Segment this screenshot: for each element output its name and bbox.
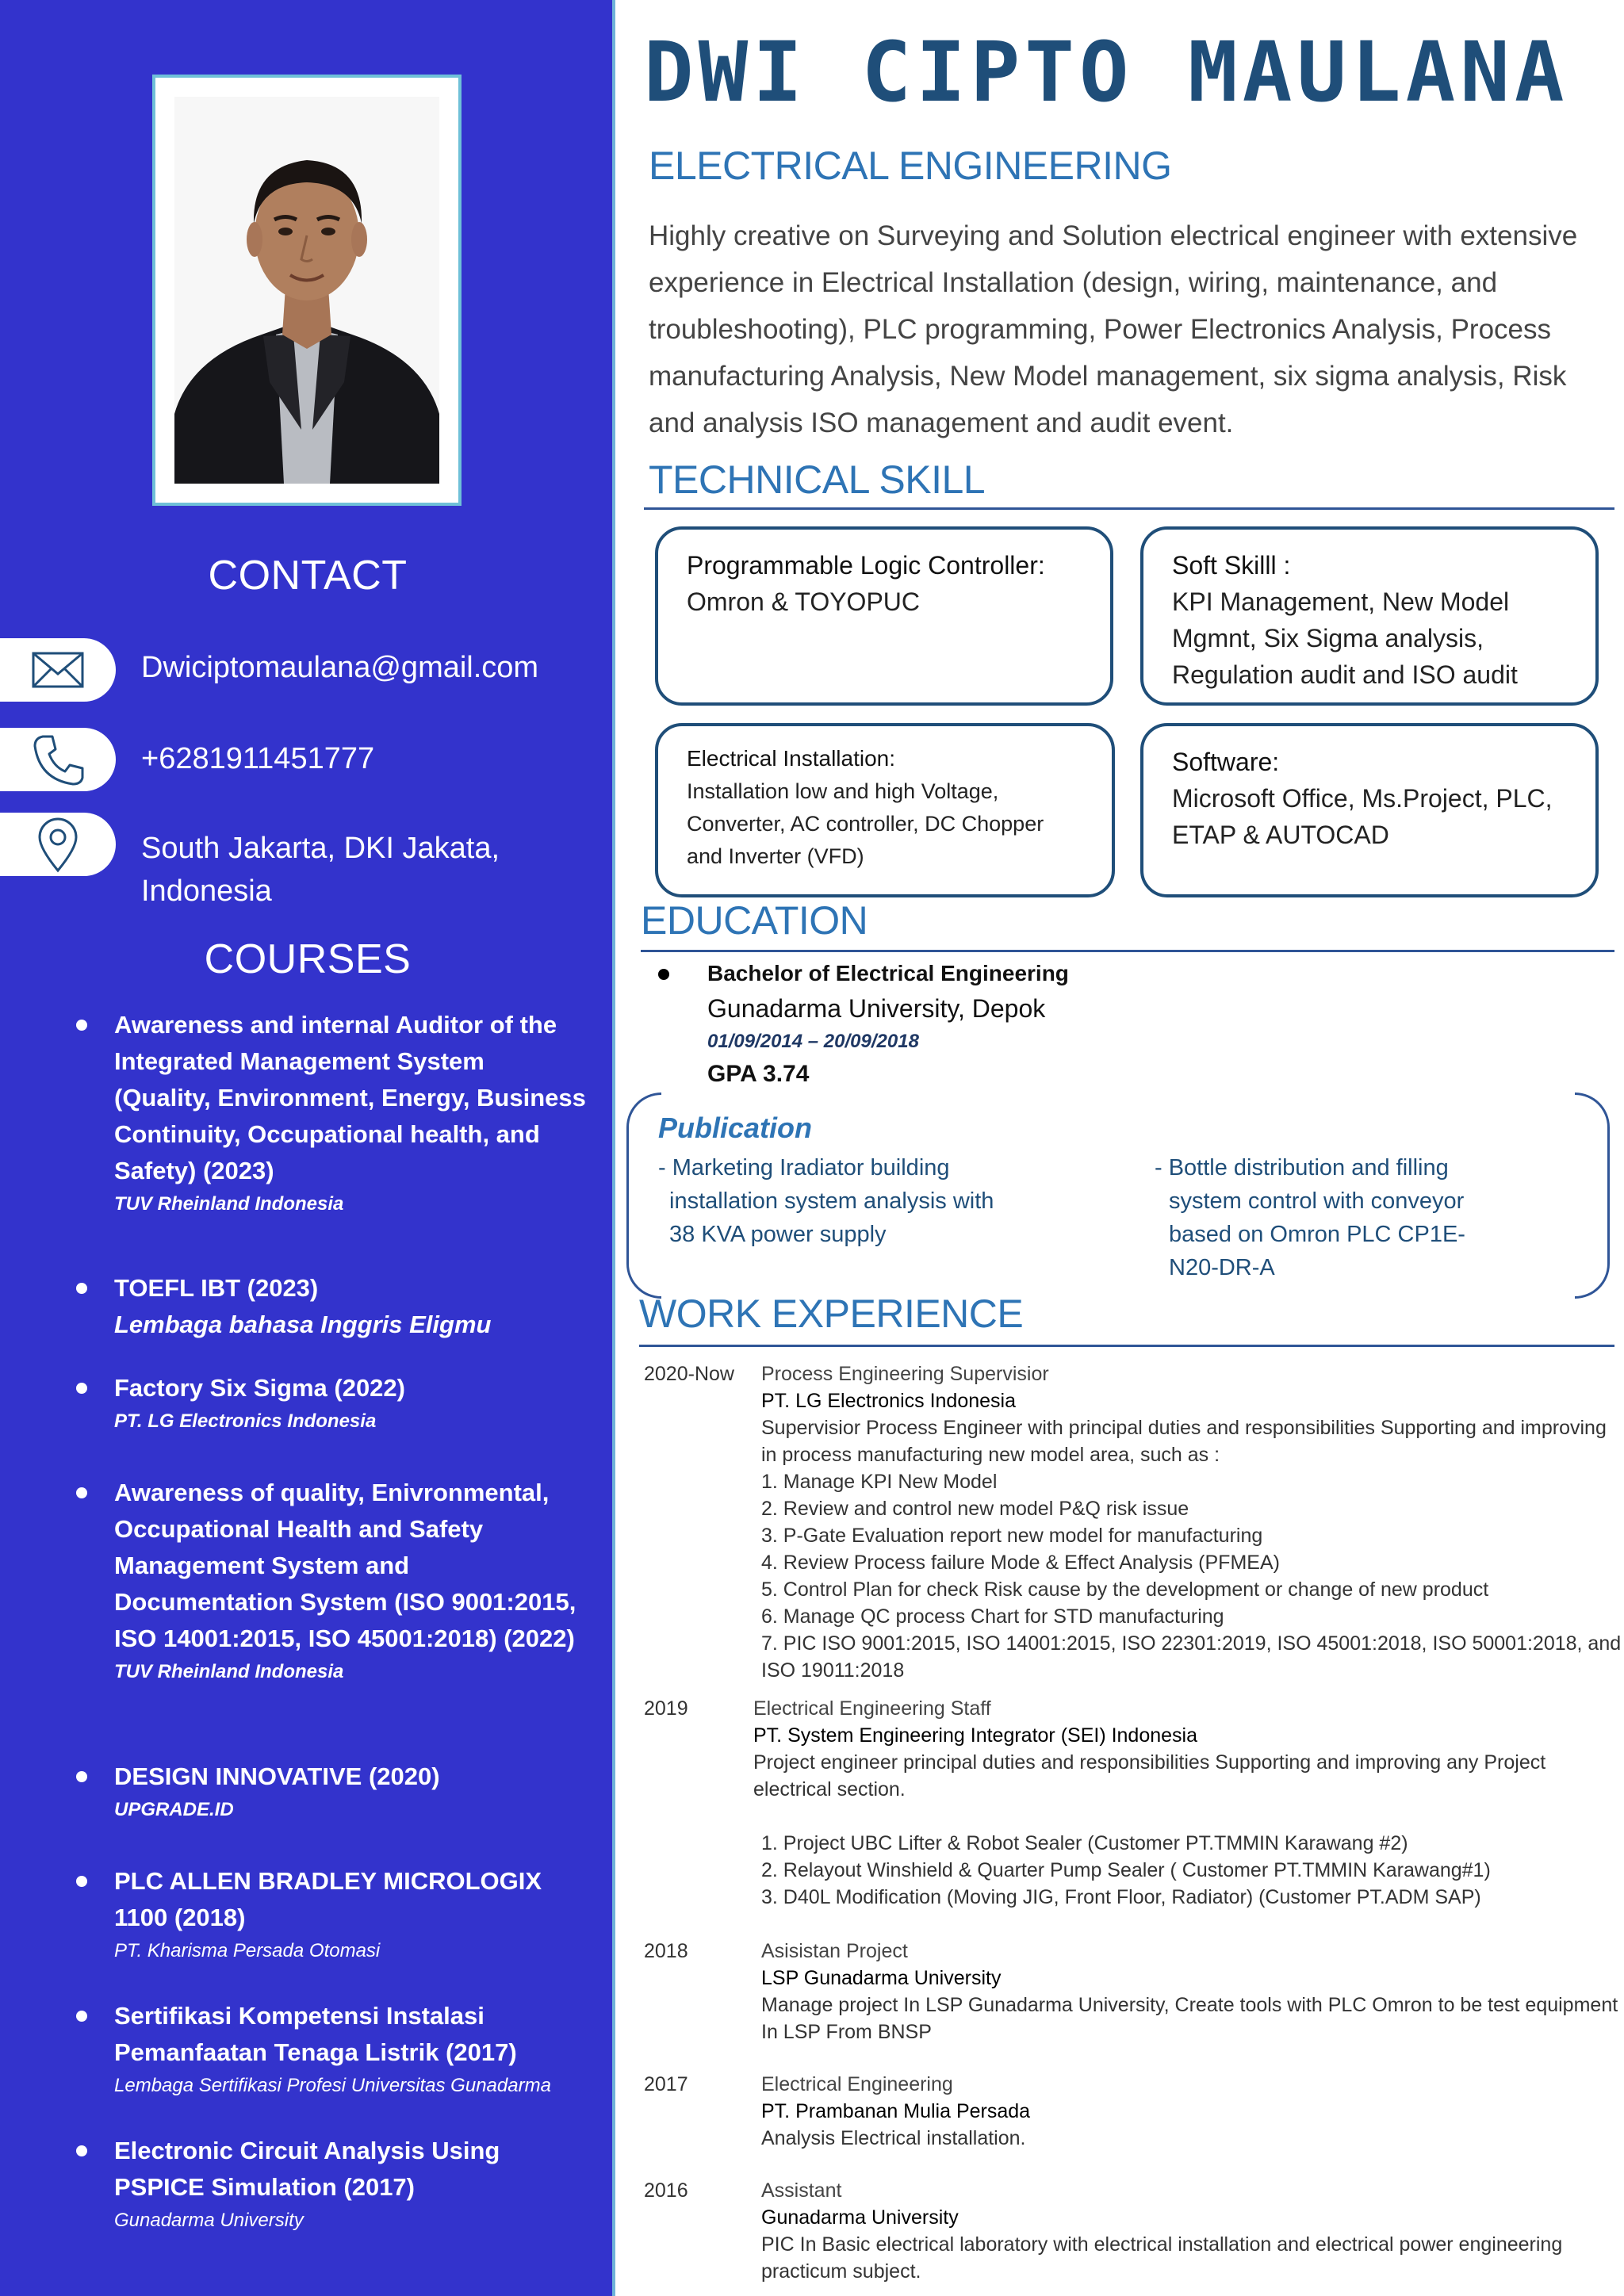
bullet-icon	[658, 969, 669, 980]
course-title: Electronic Circuit Analysis Using PSPICE Simulation (2017)	[114, 2137, 500, 2201]
phone-icon	[29, 730, 87, 789]
course-title: Awareness and internal Auditor of the Integrated Management System (Quality, Environment, Energy, Business Continuity, Occupational health, and Safety) (2023)	[114, 1011, 586, 1184]
skill-body: Omron & TOYOPUC	[687, 587, 920, 616]
contact-email-pill	[0, 638, 116, 702]
profile-photo-frame	[152, 75, 462, 506]
skill-box-plc	[655, 526, 1113, 706]
contact-email-row	[0, 638, 615, 702]
technical-skill-heading: TECHNICAL SKILL	[649, 457, 986, 502]
work-duties-list	[753, 1830, 1618, 1911]
work-year: 2017	[644, 2073, 688, 2095]
course-org: PT. Kharisma Persada Otomasi	[114, 1940, 381, 1961]
course-org: TUV Rheinland Indonesia	[114, 1661, 344, 1682]
course-org: TUV Rheinland Indonesia	[114, 1193, 344, 1215]
work-duties-list	[761, 1468, 1624, 1684]
course-item	[79, 1863, 587, 1966]
education-school: Gunadarma University, Depok	[707, 994, 1046, 1023]
list-item: 6. Manage QC process Chart for STD manufacturing	[761, 1605, 1224, 1628]
list-item: 2. Relayout Winshield & Quarter Pump Sealer ( Customer PT.TMMIN Karawang#1)	[761, 1859, 1491, 1881]
work-year: 2020-Now	[644, 1363, 734, 1385]
work-title: Process Engineering Supervisior	[761, 1363, 1049, 1385]
course-org: UPGRADE.ID	[114, 1799, 234, 1820]
work-company: PT. System Engineering Integrator (SEI) Indonesia	[753, 1724, 1198, 1747]
course-title: PLC ALLEN BRADLEY MICROLOGIX 1100 (2018)	[114, 1867, 542, 1931]
contact-address-row	[0, 813, 615, 908]
contact-email-link[interactable]: Dwiciptomaulana@gmail.com	[141, 651, 539, 684]
skill-title: Programmable Logic Controller:	[687, 551, 1045, 580]
education-dates: 01/09/2014 – 20/09/2018	[707, 1031, 919, 1052]
course-item	[79, 1370, 587, 1437]
work-description: Project engineer principal duties and responsibilities Supporting and improving any Project electrical section.	[753, 1751, 1546, 1800]
list-item: 4. Review Process failure Mode & Effect Analysis (PFMEA)	[761, 1552, 1280, 1574]
section-divider	[641, 950, 1614, 952]
course-title: Factory Six Sigma (2022)	[114, 1374, 405, 1402]
work-company: PT. Prambanan Mulia Persada	[761, 2100, 1031, 2122]
course-item	[79, 1998, 587, 2101]
course-item	[79, 1270, 587, 1343]
publication-item: - Marketing Iradiator building installation system analysis with 38 KVA power supply	[658, 1155, 994, 1247]
contact-address-pill	[0, 813, 116, 876]
work-description: PIC In Basic electrical laboratory with electrical installation and electrical power engineering practicum subject.	[761, 2233, 1563, 2283]
list-item: 1. Manage KPI New Model	[761, 1471, 998, 1493]
contact-address-line1: South Jakarta, DKI Jakata,	[141, 832, 500, 865]
bullet-icon	[76, 1383, 87, 1394]
publication-item: - Bottle distribution and filling system control with conveyor based on Omron PLC CP1E-N20-DR-A	[1155, 1155, 1465, 1280]
contact-phone: +6281911451777	[141, 742, 375, 775]
section-divider	[639, 1345, 1614, 1347]
skill-body: KPI Management, New Model Mgmnt, Six Sigma analysis, Regulation audit and ISO audit	[1172, 587, 1518, 689]
mail-icon	[29, 641, 87, 699]
section-divider	[644, 507, 1614, 510]
course-title: Awareness of quality, Enivronmental, Occupational Health and Safety Management System and Documentation System (ISO 9001:2015, ISO 14001:2015, ISO 45001:2018) (2022)	[114, 1479, 576, 1652]
contact-heading: CONTACT	[208, 553, 408, 599]
location-pin-icon	[29, 815, 87, 874]
course-item	[79, 1475, 587, 1687]
work-title: Assistant	[761, 2179, 842, 2202]
skill-box-soft	[1140, 526, 1599, 706]
course-org: Lembaga Sertifikasi Profesi Universitas Gunadarma	[114, 2075, 551, 2096]
sidebar	[0, 0, 615, 2296]
publication-heading: Publication	[658, 1112, 813, 1144]
list-item: 5. Control Plan for check Risk cause by the development or change of new product	[761, 1578, 1489, 1601]
skill-title: Software:	[1172, 748, 1280, 776]
bullet-icon	[76, 1487, 87, 1498]
work-description: Analysis Electrical installation.	[761, 2127, 1026, 2149]
work-title: Electrical Engineering	[761, 2073, 953, 2095]
bullet-icon	[76, 1771, 87, 1782]
education-degree: Bachelor of Electrical Engineering	[707, 961, 1069, 985]
publication-bracket-left	[626, 1093, 661, 1299]
work-title: Asisistan Project	[761, 1940, 908, 1962]
bullet-icon	[76, 1283, 87, 1294]
contact-address-line2: Indonesia	[141, 874, 272, 908]
work-description: Manage project In LSP Gunadarma University, Create tools with PLC Omron to be test equipment In LSP From BNSP	[761, 1994, 1618, 2043]
work-experience-heading: WORK EXPERIENCE	[639, 1292, 1024, 1336]
work-description: Supervisior Process Engineer with principal duties and responsibilities Supporting and improving in process manufacturing new model area, such as :	[761, 1417, 1607, 1466]
courses-heading: COURSES	[204, 936, 412, 982]
course-item	[79, 2133, 587, 2236]
work-year: 2019	[644, 1697, 688, 1720]
skill-body: Installation low and high Voltage, Converter, AC controller, DC Chopper and Inverter (VFD)	[687, 779, 1044, 868]
list-item: 1. Project UBC Lifter & Robot Sealer (Customer PT.TMMIN Karawang #2)	[761, 1832, 1408, 1854]
bullet-icon	[76, 2011, 87, 2022]
course-title: DESIGN INNOVATIVE (2020)	[114, 1762, 440, 1790]
skill-body: Microsoft Office, Ms.Project, PLC, ETAP & AUTOCAD	[1172, 784, 1553, 849]
profile-photo	[174, 97, 439, 484]
bullet-icon	[76, 1020, 87, 1031]
candidate-role: ELECTRICAL ENGINEERING	[649, 144, 1172, 188]
list-item: 3. P-Gate Evaluation report new model for manufacturing	[761, 1525, 1263, 1547]
profile-summary: Highly creative on Surveying and Solution electrical engineer with extensive experience in Electrical Installation (design, wiring, maintenance, and troubleshooting), PLC programming, Power Electronics Analysis, Process manufacturing Analysis, New Model management, six sigma analysis, Risk and analysis ISO management and audit event.	[649, 220, 1578, 438]
list-item: 2. Review and control new model P&Q risk issue	[761, 1498, 1189, 1520]
skill-title: Electrical Installation:	[687, 746, 896, 771]
candidate-name: DWI CIPTO MAULANA	[644, 24, 1569, 121]
list-item: 7. PIC ISO 9001:2015, ISO 14001:2015, ISO 22301:2019, ISO 45001:2018, ISO 50001:2018, and ISO 19011:2018	[761, 1632, 1622, 1682]
education-gpa: GPA 3.74	[707, 1061, 810, 1087]
course-item	[79, 1007, 587, 1219]
skill-title: Soft Skilll :	[1172, 551, 1291, 580]
work-title: Electrical Engineering Staff	[753, 1697, 991, 1720]
work-company: Gunadarma University	[761, 2206, 959, 2229]
course-org: PT. LG Electronics Indonesia	[114, 1410, 377, 1432]
course-title: TOEFL IBT (2023)	[114, 1274, 319, 1302]
work-year: 2018	[644, 1940, 688, 1962]
portrait-image	[174, 97, 439, 484]
course-title: Sertifikasi Kompetensi Instalasi Pemanfaatan Tenaga Listrik (2017)	[114, 2002, 517, 2066]
work-company: LSP Gunadarma University	[761, 1967, 1002, 1989]
course-org: Lembaga bahasa Inggris Eligmu	[114, 1311, 492, 1338]
publication-bracket-right	[1575, 1093, 1610, 1299]
list-item: 3. D40L Modification (Moving JIG, Front Floor, Radiator) (Customer PT.ADM SAP)	[761, 1886, 1481, 1908]
bullet-icon	[76, 1876, 87, 1887]
skill-box-electrical	[655, 723, 1115, 897]
skill-box-software	[1140, 723, 1599, 897]
contact-phone-row	[0, 728, 615, 791]
course-org: Gunadarma University	[114, 2210, 304, 2231]
contact-phone-pill	[0, 728, 116, 791]
work-company: PT. LG Electronics Indonesia	[761, 1390, 1016, 1412]
work-year: 2016	[644, 2179, 688, 2202]
course-item	[79, 1758, 587, 1825]
bullet-icon	[76, 2145, 87, 2156]
education-heading: EDUCATION	[641, 898, 868, 943]
